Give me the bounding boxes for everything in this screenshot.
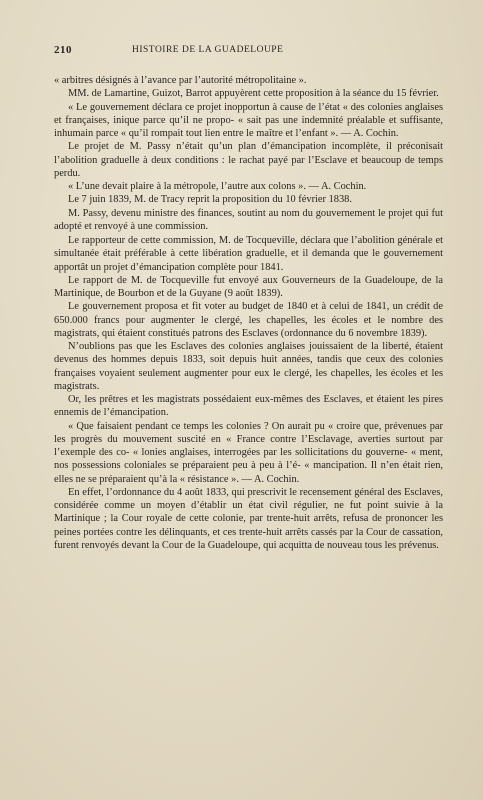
body-text	[54, 74, 443, 552]
paragraph: M. Passy, devenu ministre des finances, soutint au nom du gouvernement le projet qui fut adopté et renvoyé à une commission.	[54, 207, 443, 232]
paragraph: En effet, l’ordonnance du 4 août 1833, qui prescrivit le recensement général des Esclaves, considérée comme un moyen d’établir un état civil régulier, ne fut point suivie à la Martinique ; la Cour royale de cette colonie, par trente-huit arrêts, refusa de prononcer les peines portées contre les délinquants, et ces trente-huit arrêts cassés par la Cour de cassation, furent renvoyés devant la Cour de la Guadeloupe, qui acquitta de nouveau tous les prévenus.	[54, 486, 443, 551]
paragraph: N’oublions pas que les Esclaves des colonies anglaises jouissaient de la liberté, étaient devenus des hommes depuis 1833, soit depuis huit années, tandis que ceux des colonies françaises voyaient seulement augmenter pour eux le clergé, les chapelles, les écoles et les magistrats.	[54, 341, 443, 392]
quotation: « Que faisaient pendant ce temps les colonies ? On aurait pu « croire que, prévenues par les progrès du mouvement suscité en « France contre l’Esclavage, averties surtout par l’exemple des co- « lonies anglaises, interrogées par les sollicitations du gouverne- « ment, nos possessions coloniales se préparaient peu à peu à l’é- « mancipation. Il n’en était rien, elles ne se préparaient qu’à la « résistance ». — A. Cochin.	[54, 420, 443, 485]
paragraph: Le rapport de M. de Tocqueville fut envoyé aux Gouverneurs de la Guadeloupe, de la Martinique, de Bourbon et de la Guyane (9 août 1839).	[54, 274, 443, 299]
paragraph: Le 7 juin 1839, M. de Tracy reprit la proposition du 10 février 1838.	[68, 194, 352, 206]
quotation: « L’une devait plaire à la métropole, l’autre aux colons ». — A. Cochin.	[68, 181, 367, 192]
quote-continuation: « arbitres désignés à l’avance par l’autorité métropolitaine ».	[54, 75, 307, 86]
page-number: 210	[54, 44, 72, 56]
paragraph: Le projet de M. Passy n’était qu’un plan d’émancipation incomplète, il préconisait l’abolition graduelle à deux conditions : le rachat payé par l’Esclave et beaucoup de temps perdu.	[54, 141, 443, 179]
paragraph: MM. de Lamartine, Guizot, Barrot appuyèrent cette proposition à la séance du 15 février.	[68, 88, 439, 100]
paragraph: Le gouvernement proposa et fit voter au budget de 1840 et à celui de 1841, un crédit de 650.000 francs pour augmenter le clergé, les chapelles, les écoles et le nombre des magistrats, qui étaient constitués patrons des Esclaves (ordonnance du 6 novembre 1839).	[54, 301, 443, 339]
quotation: « Le gouvernement déclara ce projet inopportun à cause de l’état « des colonies anglaises et françaises, inique parce qu’il ne propo- « sait pas une indemnité préalable et suffisante, inhumain parce « qu’il rompait tout lien entre le maître et l’enfant ». — A. Cochin.	[54, 101, 443, 139]
running-title: HISTOIRE DE LA GUADELOUPE	[132, 45, 284, 55]
paragraph: Le rapporteur de cette commission, M. de Tocqueville, déclara que l’abolition générale et simultanée était préférable à cette libération graduelle, et il demanda que le gouvernement apportât un projet d’émancipation complète pour 1841.	[54, 235, 443, 273]
paragraph: Or, les prêtres et les magistrats possédaient eux-mêmes des Esclaves, et étaient les pires ennemis de l’émancipation.	[54, 394, 443, 419]
book-page	[54, 44, 443, 552]
running-head	[54, 44, 443, 58]
